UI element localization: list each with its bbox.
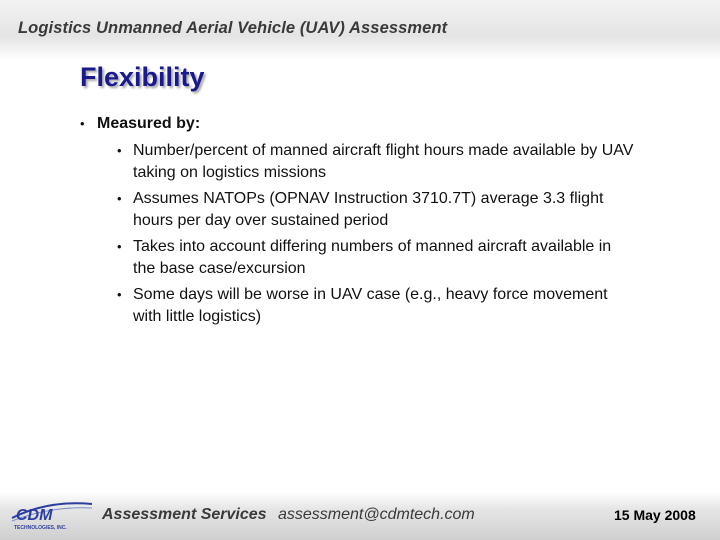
sub-bullet-item [117, 140, 637, 184]
sub-bullet-text: Some days will be worse in UAV case (e.g., heavy force movement with little logistics) [133, 286, 608, 325]
bullet-icon: • [117, 143, 122, 158]
logo-subtext: TECHNOLOGIES, INC. [14, 525, 67, 531]
bullet-icon: • [80, 116, 85, 131]
bullet-list [80, 114, 680, 332]
bullet-icon: • [117, 191, 122, 206]
footer-email: assessment@cdmtech.com [278, 506, 475, 523]
sub-bullet-item [117, 236, 637, 280]
sub-bullet-item [117, 188, 637, 232]
logo-text: CDM [16, 507, 53, 524]
main-bullet [80, 114, 680, 134]
main-bullet-text: Measured by: [97, 115, 201, 132]
bullet-icon: • [117, 287, 122, 302]
sub-bullet-text: Assumes NATOPs (OPNAV Instruction 3710.7T) average 3.3 flight hours per day over sustained period [133, 190, 604, 229]
presentation-title: Logistics Unmanned Aerial Vehicle (UAV) Assessment [18, 19, 448, 37]
slide-title: Flexibility [80, 62, 205, 92]
sub-bullet-item [117, 284, 637, 328]
footer-date: 15 May 2008 [614, 507, 696, 523]
bullet-icon: • [117, 239, 122, 254]
cdm-logo-icon [8, 496, 94, 532]
sub-bullet-list [117, 140, 637, 328]
footer-services: Assessment Services [102, 506, 267, 523]
sub-bullet-text: Takes into account differing numbers of manned aircraft available in the base case/excursion [133, 238, 612, 277]
sub-bullet-text: Number/percent of manned aircraft flight hours made available by UAV taking on logistics missions [133, 142, 634, 181]
